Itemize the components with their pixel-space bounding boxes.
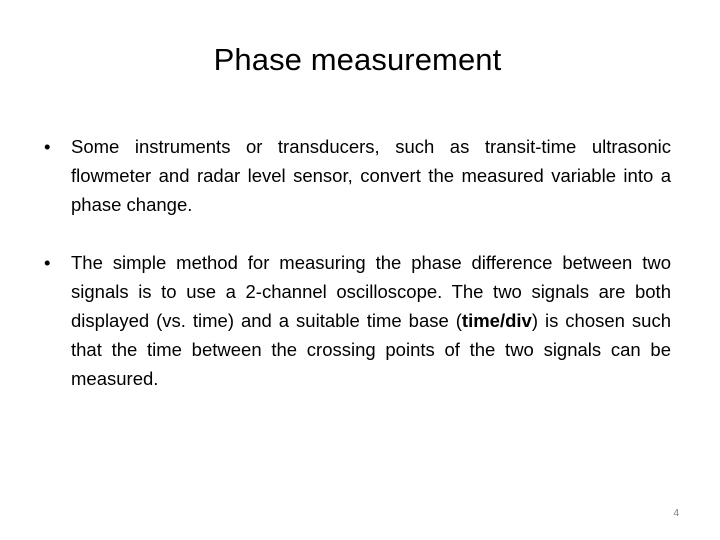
bullet-marker: • [44,252,51,273]
bullet-item-instruments [44,132,671,219]
bullet-text-before: The simple method for measuring the phase difference between two signals is to use a 2-channel oscilloscope. The two signals are both displayed (vs. time) and a suitable time base ( [71,252,671,331]
bullet-list [44,132,671,422]
slide-title: Phase measurement [213,42,502,77]
bullet-text-bold: time/div [461,310,532,331]
bullet-marker: • [44,136,51,157]
bullet-text-after: ) is chosen such that the time between the crossing points of the two signals can be measured. [71,310,671,389]
bullet-item-oscilloscope [44,248,671,393]
bullet-text: Some instruments or transducers, such as transit-time ultrasonic flowmeter and radar level sensor, convert the measured variable into a phase change. [71,136,671,215]
page-number: 4 [673,508,679,519]
